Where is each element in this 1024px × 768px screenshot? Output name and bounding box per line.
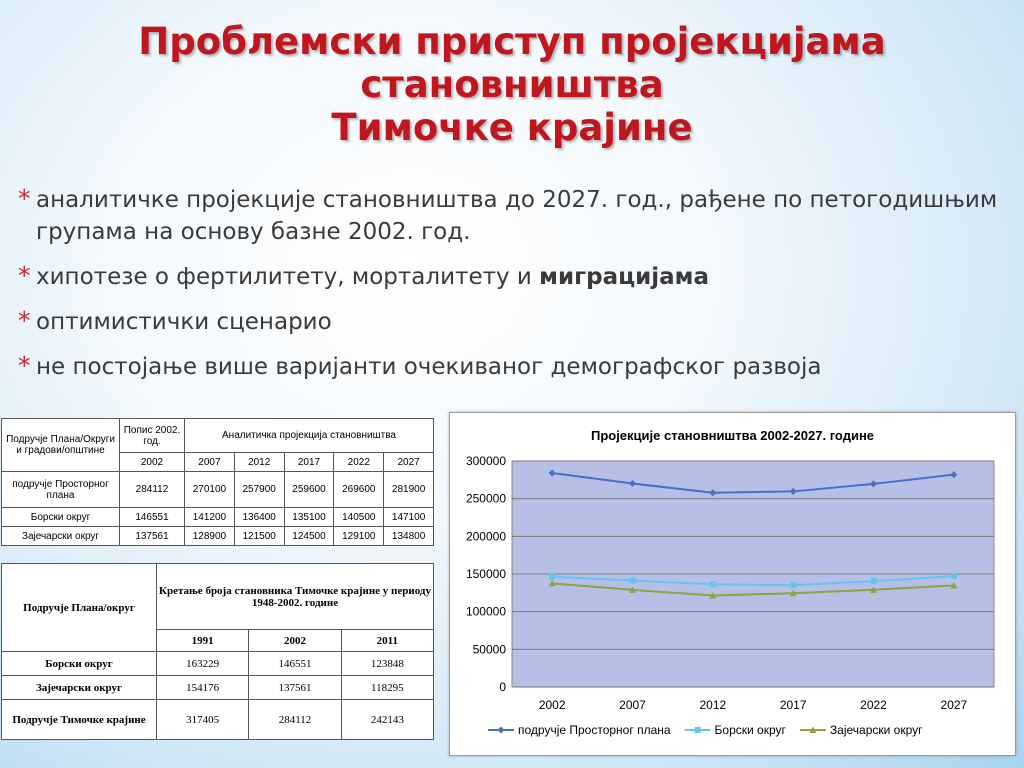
asterisk-bullet-icon: * [18, 306, 31, 335]
table-header: Кретање броја становника Тимочке крајине у периоду 1948-2002. године [157, 564, 434, 630]
table-cell: 317405 [157, 700, 249, 740]
bullet-item [18, 261, 1018, 293]
table-cell: 135100 [284, 508, 334, 527]
bullet-list [18, 184, 1018, 396]
slide-title [0, 20, 1024, 149]
chart-svg [450, 413, 1015, 755]
data-point [871, 578, 877, 584]
row-label: Зајечарски округ [2, 676, 157, 700]
year-header: 2027 [384, 453, 434, 472]
row-label: Борски округ [2, 652, 157, 676]
year-header: 2002 [249, 630, 341, 652]
table-cell: 281900 [384, 472, 434, 508]
year-header: 2002 [120, 453, 185, 472]
x-tick-label: 2017 [779, 698, 807, 712]
table-cell: 284112 [249, 700, 341, 740]
data-point [790, 582, 796, 588]
legend-label: Зајечарски округ [829, 723, 923, 737]
table-cell: 147100 [384, 508, 434, 527]
x-tick-label: 2022 [860, 698, 887, 712]
year-header: 2012 [234, 453, 284, 472]
legend-label: подручје Просторног плана [518, 723, 671, 737]
data-point [498, 727, 505, 734]
table-cell: 257900 [234, 472, 284, 508]
row-label: Подручје Тимочке крајине [2, 700, 157, 740]
y-tick-label: 300000 [465, 454, 506, 468]
y-tick-label: 100000 [465, 604, 506, 619]
bullet-item [18, 306, 1018, 338]
legend-label: Борски округ [714, 723, 786, 737]
table-header: Подручје Плана/Округи и градови/општине [2, 419, 120, 472]
table-cell: 136400 [234, 508, 284, 527]
population-history-table [1, 563, 434, 740]
bullet-text-bold: миграцијама [539, 264, 709, 290]
table-cell: 128900 [185, 527, 235, 546]
table-header: Аналитичка пројекција становништва [185, 419, 434, 453]
row-label: подручје Просторног плана [2, 472, 120, 508]
table-cell: 242143 [341, 700, 433, 740]
table-cell: 163229 [157, 652, 249, 676]
bullet-text-plain: хипотезе о фертилитету, морталитету и [36, 264, 540, 290]
y-tick-label: 0 [499, 680, 506, 694]
table-header: Попис 2002. год. [120, 419, 185, 453]
y-tick-label: 200000 [465, 529, 506, 544]
row-label: Борски округ [2, 508, 120, 527]
bullet-item [18, 351, 1018, 383]
year-header: 2017 [284, 453, 334, 472]
x-tick-label: 2007 [619, 698, 646, 712]
data-point [710, 581, 716, 587]
table-cell: 121500 [234, 527, 284, 546]
table-cell: 124500 [284, 527, 334, 546]
year-header: 2007 [185, 453, 235, 472]
table-cell: 140500 [334, 508, 384, 527]
data-point [951, 573, 957, 579]
table-row [2, 508, 434, 527]
table-cell: 284112 [120, 472, 185, 508]
data-point [695, 727, 701, 733]
table-row [2, 472, 434, 508]
bullet-text: аналитичке пројекције становништва до 2027. год., рађене по петогодишњим групама на основу базне 2002. год. [36, 187, 998, 245]
x-tick-label: 2027 [940, 698, 968, 712]
table-row [2, 700, 434, 740]
table-cell: 269600 [334, 472, 384, 508]
table-row [2, 527, 434, 546]
year-header: 2011 [341, 630, 433, 652]
table-cell: 146551 [249, 652, 341, 676]
projection-chart [449, 412, 1016, 756]
data-point [549, 574, 555, 580]
table-cell: 146551 [120, 508, 185, 527]
title-line-1: Проблемски приступ пројекцијама становништва [138, 20, 886, 106]
asterisk-bullet-icon: * [18, 184, 31, 213]
x-tick-label: 2002 [538, 698, 566, 712]
y-tick-label: 250000 [465, 491, 506, 506]
table-header: Подручје Плана/округ [2, 564, 157, 652]
title-line-2: Тимочке крајине [331, 106, 693, 149]
bullet-item [18, 184, 1018, 248]
table-cell: 129100 [334, 527, 384, 546]
table-row [2, 652, 434, 676]
year-header: 2022 [334, 453, 384, 472]
asterisk-bullet-icon: * [18, 261, 31, 290]
y-tick-label: 50000 [472, 642, 506, 657]
table-cell: 134800 [384, 527, 434, 546]
table-cell: 118295 [341, 676, 433, 700]
year-header: 1991 [157, 630, 249, 652]
table-cell: 154176 [157, 676, 249, 700]
row-label: Зајечарски округ [2, 527, 120, 546]
table-cell: 270100 [185, 472, 235, 508]
table-cell: 137561 [120, 527, 185, 546]
chart-title: Пројекције становништва 2002-2027. године [590, 428, 875, 443]
bullet-text [36, 261, 1018, 293]
table-cell: 137561 [249, 676, 341, 700]
table-cell: 141200 [185, 508, 235, 527]
table-cell: 123848 [341, 652, 433, 676]
bullet-text: не постојање више варијанти очекиваног демографског развоја [36, 354, 822, 380]
table-row [2, 676, 434, 700]
data-point [630, 578, 636, 584]
table-cell: 259600 [284, 472, 334, 508]
bullet-text: оптимистички сценарио [36, 309, 332, 335]
projection-table [1, 418, 434, 546]
asterisk-bullet-icon: * [18, 351, 31, 380]
x-tick-label: 2012 [699, 698, 727, 712]
y-tick-label: 150000 [465, 567, 506, 581]
